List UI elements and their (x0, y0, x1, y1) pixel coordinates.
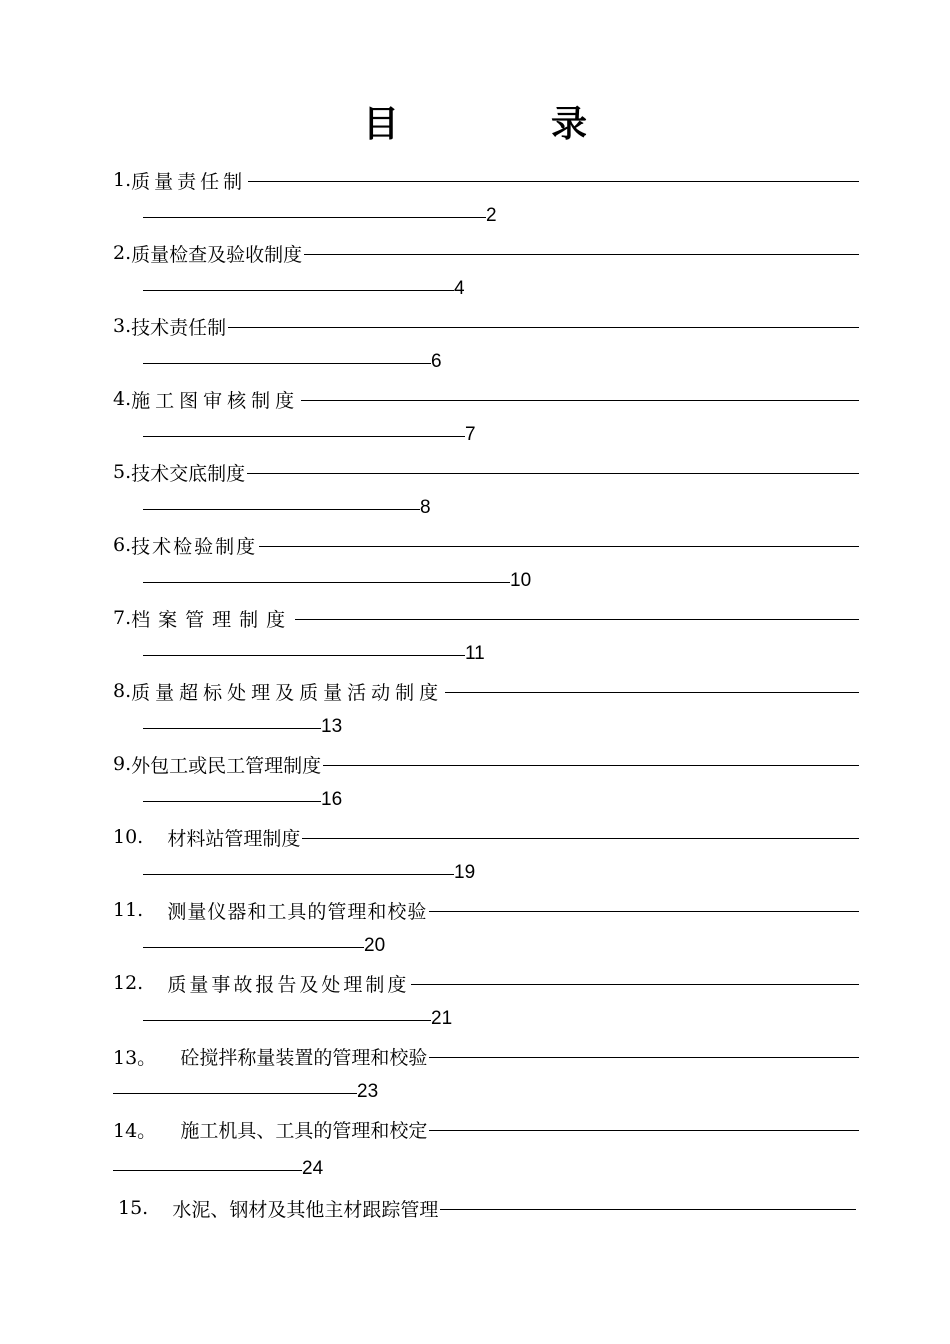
toc-entry-number: 14。 (113, 1119, 181, 1142)
toc-entry-title: 材料站管理制度 (167, 827, 301, 850)
leader-line (429, 1057, 859, 1058)
leader-line (411, 984, 859, 985)
toc-entry[interactable] (0, 456, 950, 524)
toc-entry-title: 外包工或民工管理制度 (131, 754, 322, 777)
toc-entry-number: 8. (113, 680, 132, 702)
toc-entry[interactable] (0, 237, 950, 305)
leader-line (143, 1020, 431, 1021)
toc-entry-number: 1. (113, 169, 132, 191)
toc-entry-number: 7. (113, 607, 132, 629)
toc-entry-page: 23 (357, 1081, 379, 1102)
page-title: 目 录 (362, 103, 645, 145)
toc-entry-page: 4 (454, 278, 465, 299)
toc-entry-number: 11. (113, 899, 168, 921)
toc-entry-page: 8 (420, 497, 431, 518)
leader-line (301, 400, 859, 401)
toc-entry-number: 15. (118, 1197, 173, 1219)
leader-line (445, 692, 859, 693)
toc-entry-number: 13。 (113, 1046, 181, 1069)
toc-entry-page: 6 (431, 351, 442, 372)
toc-entry[interactable] (0, 1192, 950, 1260)
toc-entry[interactable] (0, 675, 950, 743)
toc-entry-title: 测量仪器和工具的管理和校验 (167, 900, 428, 923)
leader-line (143, 509, 420, 510)
toc-entry-title: 施工图审核制度 (131, 389, 300, 412)
toc-entry-title: 质量检查及验收制度 (131, 243, 303, 266)
leader-line (259, 546, 859, 547)
toc-entry-number: 5. (113, 461, 132, 483)
leader-line (143, 217, 486, 218)
toc-entry-title: 档案管理制度 (131, 608, 294, 631)
toc-entry-title: 质量超标处理及质量活动制度 (131, 681, 444, 704)
toc-entry-page: 11 (465, 643, 485, 664)
toc-entry-title: 技术检验制度 (131, 535, 258, 558)
toc-entry-number: 9. (113, 753, 132, 775)
leader-line (143, 436, 465, 437)
toc-entry-page: 20 (364, 935, 386, 956)
toc-entry-title: 技术责任制 (131, 316, 227, 339)
toc-entry-title: 砼搅拌称量装置的管理和校验 (180, 1046, 428, 1069)
toc-entry-title: 质量责任制 (131, 170, 247, 193)
toc-entry[interactable] (0, 310, 950, 378)
toc-entry[interactable] (0, 894, 950, 962)
toc-entry-number: 4. (113, 388, 132, 410)
toc-entry-title: 质量事故报告及处理制度 (167, 973, 410, 996)
toc-entry[interactable] (0, 602, 950, 670)
toc-entry-number: 10. (113, 826, 168, 848)
toc-entry-page: 10 (510, 570, 532, 591)
leader-line (248, 181, 859, 182)
leader-line (143, 290, 454, 291)
toc-entry-page: 7 (465, 424, 476, 445)
toc-entry[interactable] (0, 1113, 950, 1181)
leader-line (113, 1093, 357, 1094)
toc-entry[interactable] (0, 1040, 950, 1108)
toc-entry-page: 2 (486, 205, 497, 226)
toc-entry-title: 水泥、钢材及其他主材跟踪管理 (172, 1198, 439, 1221)
leader-line (143, 582, 510, 583)
leader-line (429, 911, 859, 912)
toc-entry-number: 6. (113, 534, 132, 556)
toc-entry-page: 16 (321, 789, 343, 810)
leader-line (323, 765, 859, 766)
toc-entry-number: 2. (113, 242, 132, 264)
leader-line (143, 728, 321, 729)
toc-entry[interactable] (0, 529, 950, 597)
toc-entry-title: 技术交底制度 (131, 462, 246, 485)
leader-line (429, 1130, 859, 1131)
leader-line (304, 254, 859, 255)
leader-line (440, 1209, 856, 1210)
toc-entry[interactable] (0, 748, 950, 816)
toc-entry-page: 21 (431, 1008, 453, 1029)
leader-line (228, 327, 859, 328)
leader-line (113, 1170, 302, 1171)
leader-line (143, 655, 465, 656)
toc-entry-number: 3. (113, 315, 132, 337)
toc-entry-page: 13 (321, 716, 343, 737)
toc-entry[interactable] (0, 383, 950, 451)
leader-line (143, 947, 364, 948)
leader-line (247, 473, 859, 474)
toc-entry[interactable] (0, 967, 950, 1035)
toc-entry-page: 19 (454, 862, 476, 883)
leader-line (143, 874, 454, 875)
toc-entry-page: 24 (302, 1158, 324, 1179)
toc-entry[interactable] (0, 821, 950, 889)
leader-line (295, 619, 859, 620)
leader-line (143, 801, 321, 802)
leader-line (302, 838, 859, 839)
leader-line (143, 363, 431, 364)
toc-entry[interactable] (0, 164, 950, 232)
toc-entry-number: 12. (113, 972, 168, 994)
toc-entry-title: 施工机具、工具的管理和校定 (180, 1119, 428, 1142)
